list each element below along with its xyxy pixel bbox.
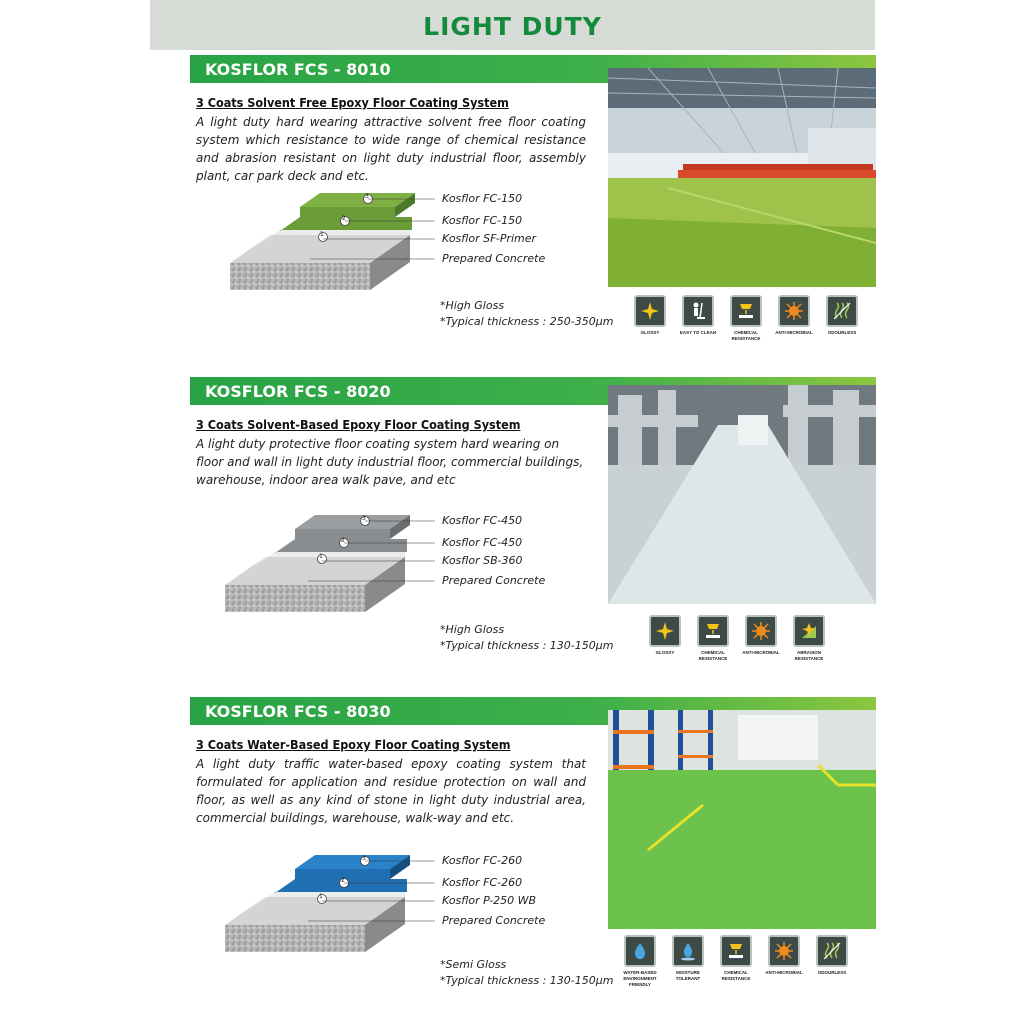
gloss-note: *High Gloss: [440, 299, 505, 312]
feature-moisture-tolerant: MOISTURE TOLERANT: [668, 935, 708, 988]
product-section-8020: [190, 377, 876, 682]
product-section-8010: [190, 55, 876, 360]
marker-number: 3: [365, 193, 369, 200]
layer-label-primer: Kosflor P-250 WB: [442, 894, 537, 907]
spec-notes: [440, 298, 614, 330]
layer-label-substrate: Prepared Concrete: [442, 252, 546, 265]
marker-number: 2: [342, 215, 346, 222]
spec-notes: [440, 622, 614, 654]
moisture-icon: [672, 935, 704, 967]
marker-number: 3: [362, 855, 366, 862]
virus-icon: [768, 935, 800, 967]
section-subheading: 3 Coats Water-Based Epoxy Floor Coating System: [196, 737, 511, 752]
product-section-8030: [190, 697, 876, 1002]
abrasion-icon: [793, 615, 825, 647]
gloss-note: *Semi Gloss: [440, 958, 507, 971]
mop-icon: [682, 295, 714, 327]
virus-icon: [778, 295, 810, 327]
odour-icon: [826, 295, 858, 327]
page-header: [150, 0, 875, 50]
section-subheading: 3 Coats Solvent-Based Epoxy Floor Coating System: [196, 417, 521, 432]
feature-easy-to-clean: EASY TO CLEAN: [678, 295, 718, 342]
feature-water-based: WATER-BASED ENVIRONMENT FRIENDLY: [620, 935, 660, 988]
feature-chemical-resistance: CHEMICAL RESISTANCE: [693, 615, 733, 662]
odour-icon: [816, 935, 848, 967]
feature-icons: [620, 935, 852, 988]
coating-layer-diagram: [220, 185, 620, 295]
warehouse-rack-photo: [608, 710, 876, 929]
section-subheading: 3 Coats Solvent Free Epoxy Floor Coating System: [196, 95, 509, 110]
layer-label-substrate: Prepared Concrete: [442, 574, 546, 587]
section-title: KOSFLOR FCS - 8020: [205, 382, 391, 401]
marker-number: 2: [341, 537, 345, 544]
sparkle-icon: [649, 615, 681, 647]
layer-label-topcoat: Kosflor FC-260: [442, 854, 523, 867]
layer-label-primer: Kosflor SF-Primer: [442, 232, 537, 245]
flask-icon: [720, 935, 752, 967]
marker-number: 3: [362, 515, 366, 522]
thickness-note: *Typical thickness : 130-150µm: [440, 974, 614, 987]
feature-abrasion-resistance: ABRASION RESISTANCE: [789, 615, 829, 662]
layer-label-topcoat: Kosflor FC-450: [442, 514, 523, 527]
feature-icons: [645, 615, 829, 662]
layer-label-midcoat: Kosflor FC-450: [442, 536, 523, 549]
flask-icon: [730, 295, 762, 327]
feature-odourless: ODOURLESS: [812, 935, 852, 988]
marker-number: 1: [319, 893, 323, 900]
coating-layer-diagram: [220, 507, 620, 617]
section-description: A light duty hard wearing attractive solvent free floor coating system which resistance to wide range of chemical resistance and abrasion resistant on light duty industrial floor, assembly plant, car park deck and etc.: [196, 115, 586, 183]
thickness-note: *Typical thickness : 130-150µm: [440, 639, 614, 652]
page-title: LIGHT DUTY: [423, 12, 602, 41]
marker-number: 1: [320, 231, 324, 238]
section-description: A light duty protective floor coating system hard wearing on floor and wall in light duty industrial floor, commercial buildings, warehouse, indoor area walk pave, and etc: [196, 437, 584, 487]
section-title: KOSFLOR FCS - 8030: [205, 702, 391, 721]
gloss-note: *High Gloss: [440, 623, 505, 636]
layer-label-substrate: Prepared Concrete: [442, 914, 546, 927]
flask-icon: [697, 615, 729, 647]
marker-number: 1: [319, 553, 323, 560]
feature-glossy: GLOSSY: [630, 295, 670, 342]
feature-chemical-resistance: CHEMICAL RESISTANCE: [726, 295, 766, 342]
layer-label-topcoat: Kosflor FC-150: [442, 192, 523, 205]
coating-layer-diagram: [220, 847, 620, 957]
feature-glossy: GLOSSY: [645, 615, 685, 662]
feature-anti-microbial: ANTI-MICROBIAL: [774, 295, 814, 342]
layer-label-midcoat: Kosflor FC-260: [442, 876, 523, 889]
marker-number: 2: [341, 877, 345, 884]
thickness-note: *Typical thickness : 250-350µm: [440, 315, 614, 328]
water-drop-icon: [624, 935, 656, 967]
feature-icons: [630, 295, 862, 342]
spec-notes: [440, 957, 614, 989]
feature-odourless: ODOURLESS: [822, 295, 862, 342]
warehouse-photo: [608, 68, 876, 287]
section-title: KOSFLOR FCS - 8010: [205, 60, 391, 79]
feature-anti-microbial: ANTI-MICROBIAL: [741, 615, 781, 662]
layer-label-primer: Kosflor SB-360: [442, 554, 523, 567]
layer-label-midcoat: Kosflor FC-150: [442, 214, 523, 227]
sparkle-icon: [634, 295, 666, 327]
plant-room-photo: [608, 385, 876, 604]
virus-icon: [745, 615, 777, 647]
section-description: A light duty traffic water-based epoxy coating system that formulated for application and residue protection on wall and floor, as well as any kind of stone in light duty industrial area, commercial buildings, warehouse, walk-way and etc.: [196, 757, 586, 825]
feature-anti-microbial: ANTI-MICROBIAL: [764, 935, 804, 988]
feature-chemical-resistance: CHEMICAL RESISTANCE: [716, 935, 756, 988]
